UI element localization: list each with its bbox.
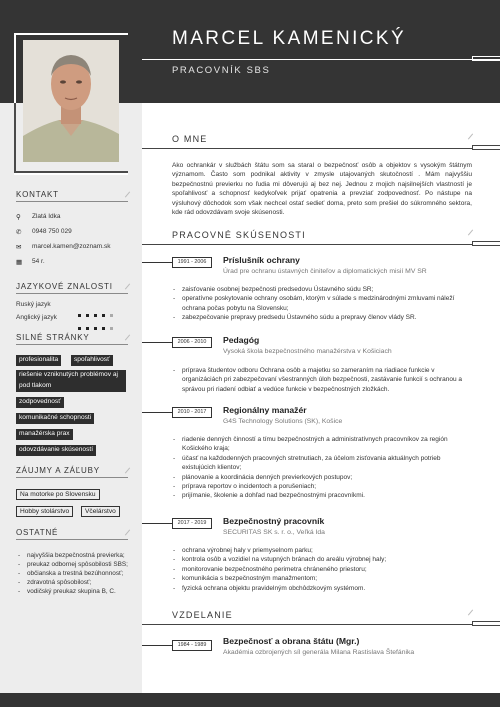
list-item: - kontrola osôb a vozidiel na vstupných bránach do areálu výrobnej haly; (172, 555, 474, 564)
list-item: - príprava študentov odboru Ochrana osôb a majetku so zameraním na riadiace funkcie v organizáciách pri zabezpečovaní všestranných úloh bezpečnosti, zastávanie funkcií s ochranou a správou pri riadení odbiať a vedúce funkcie v bezpečnostných zložkách. (172, 366, 474, 394)
contact-age-text: 54 r. (32, 258, 45, 265)
contact-location-text: Zlatá Idka (32, 213, 61, 220)
interest-tag: Na motorke po Slovensku (16, 489, 100, 500)
strength-tag: riešenie vzniknutých problémov aj pod tlakom (16, 370, 126, 392)
list-item: - preukaz odbornej spôsobilosti SBS; (18, 560, 138, 569)
job-organization: G4S Technology Solutions (SK), Košice (223, 418, 343, 425)
date-connector (142, 412, 172, 413)
candidate-title: PRACOVNÍK SBS (172, 65, 271, 76)
job-dates: 2017 - 2019 (172, 518, 212, 529)
contact-location (16, 213, 61, 221)
contact-email-text[interactable]: marcel.kamen@zoznam.sk (32, 243, 111, 250)
contact-phone[interactable] (16, 228, 72, 236)
email-icon: ✉ (16, 244, 22, 251)
about-text: Ako ochrankár v službách štátu som sa staral o bezpečnosť osôb a objektov s vysokým štátnym významom. Často som podnikal aktivity v zmysle utajovaných skutočností . Mám najvyššiu bezpečnostnú previerku no ľudia mi dôverujú aj bez nej. Jednou z mojich najsilnejších vlastností je spoľahlivosť a schopnosť kedykoľvek prijať opatrenia a prevziať zodpovednosť. Po nástupe na výsluhový dôchodok som však nechcel ostať sedieť doma, preto som prešiel do súkromného sektora, kde rád odovzdávam svoje skúsenosti. (172, 162, 472, 217)
list-item: - komunikácia s bezpečnostným manažmentom; (172, 574, 474, 583)
list-item: - operatívne poskytovanie ochrany osobám, ktorým v súlade s medzinárodnými zmluvami náleží ochrana počas pobytu na Slovensku; (172, 294, 474, 313)
interest-tag: Včelárstvo (81, 506, 120, 517)
header-divider-tab (472, 56, 500, 61)
header-divider (142, 59, 500, 60)
experience-divider (142, 244, 473, 245)
job-duties (172, 546, 474, 593)
contact-age (16, 258, 45, 266)
edit-pencil-icon (468, 229, 473, 235)
strength-tag: spoľahlivosť (71, 355, 113, 366)
strengths-heading: SILNÉ STRÁNKY (16, 333, 90, 342)
experience-heading: PRACOVNÉ SKÚSENOSTI (172, 230, 306, 240)
strength-tag: komunikačné schopnosti (16, 413, 94, 424)
job-title: Bezpečnostný pracovník (223, 516, 325, 526)
contact-email[interactable] (16, 243, 111, 251)
about-divider-tab (472, 145, 500, 150)
list-item: - najvyššia bezpečnostná previerka; (18, 551, 138, 560)
profile-photo (23, 40, 119, 162)
about-heading: O MNE (172, 134, 208, 144)
job-duties (172, 366, 474, 394)
list-item: - vodičský preukaz skupina B, C. (18, 587, 138, 596)
job-dates: 2006 - 2010 (172, 337, 212, 348)
job-title: Príslušník ochrany (223, 255, 300, 265)
language-label: Ruský jazyk (16, 301, 51, 308)
date-connector (142, 523, 172, 524)
education-institution: Akadémia ozbrojených síl generála Milana Rastislava Štefánika (223, 649, 415, 656)
edit-pencil-icon (468, 609, 473, 615)
education-divider-tab (472, 621, 500, 626)
job-dates: 1991 - 2006 (172, 257, 212, 268)
list-item: - občianska a trestná bezúhonnosť; (18, 569, 138, 578)
location-pin-icon: ⚲ (16, 214, 21, 221)
interests-heading: ZÁUJMY A ZÁĽUBY (16, 466, 100, 475)
language-label: Anglický jazyk (16, 314, 57, 321)
list-item: - príprava reportov o incidentoch a porušeniach; (172, 482, 474, 491)
interest-tag: Hobby stolárstvo (16, 506, 73, 517)
list-item: - riadenie denných činností a tímu bezpečnostných a administratívnych pracovníkov za región Košického kraja; (172, 435, 474, 454)
list-item: - zabezpečovanie prepravy predsedu Ústavného súdu a prepravy členov vlády SR. (172, 313, 474, 322)
job-dates: 2010 - 2017 (172, 407, 212, 418)
interests-divider (16, 477, 128, 478)
list-item: - účasť na každodenných pracovných stretnutiach, za účelom zisťovania aktuálnych potrieb existujúcich klientov; (172, 454, 474, 473)
footer-bar (0, 693, 500, 707)
candidate-name: MARCEL KAMENICKÝ (172, 28, 407, 49)
list-item: - zdravotná spôsobilosť; (18, 578, 138, 587)
date-connector (142, 342, 172, 343)
list-item: - plánovanie a koordinácia denných previerkových postupov; (172, 473, 474, 482)
job-title: Regionálny manažér (223, 405, 307, 415)
strength-tag: zodpovednosť (16, 397, 64, 408)
contact-heading: KONTAKT (16, 190, 59, 199)
contact-phone-text[interactable]: 0948 750 029 (32, 228, 72, 235)
date-connector (142, 645, 172, 646)
strength-tag: odovzdávanie skúseností (16, 445, 96, 456)
calendar-icon: ▦ (16, 259, 23, 266)
education-divider (142, 624, 473, 625)
list-item: - monitorovanie bezpečnostného perimetra chráneného priestoru; (172, 565, 474, 574)
list-item: - ochrana výrobnej haly v priemyselnom parku; (172, 546, 474, 555)
contact-divider (16, 201, 128, 202)
job-title: Pedagóg (223, 335, 260, 345)
job-duties (172, 285, 474, 323)
job-organization: Vysoká škola bezpečnostného manažérstva v Košiciach (223, 348, 392, 355)
education-heading: VZDELANIE (172, 610, 233, 620)
other-list (18, 551, 138, 596)
date-connector (142, 262, 172, 263)
job-organization: Úrad pre ochranu ústavných činiteľov a diplomatických misií MV SR (223, 268, 427, 275)
strength-tag: manažérska prax (16, 429, 73, 440)
experience-divider-tab (472, 241, 500, 246)
strengths-divider (16, 344, 128, 345)
about-divider (142, 148, 473, 149)
edit-pencil-icon (468, 133, 473, 139)
education-dates: 1984 - 1989 (172, 640, 212, 651)
other-divider (16, 539, 128, 540)
education-title: Bezpečnosť a obrana štátu (Mgr.) (223, 636, 360, 646)
phone-icon: ✆ (16, 229, 22, 236)
job-organization: SECURITAS SK s. r. o., Veľká Ida (223, 529, 325, 536)
list-item: - zaisťovanie osobnej bezpečnosti predsedovu Ústavného súdu SR; (172, 285, 474, 294)
languages-divider (16, 293, 128, 294)
other-heading: OSTATNÉ (16, 528, 59, 537)
list-item: - fyzická ochrana objektu pravidelným obchôdzkovým systémom. (172, 584, 474, 593)
list-item: - prijímanie, školenie a dohľad nad bezpečnostnými pracovníkmi. (172, 491, 474, 500)
strength-tag: profesionalita (16, 355, 61, 366)
languages-heading: JAZYKOVÉ ZNALOSTI (16, 282, 113, 291)
job-duties (172, 435, 474, 501)
